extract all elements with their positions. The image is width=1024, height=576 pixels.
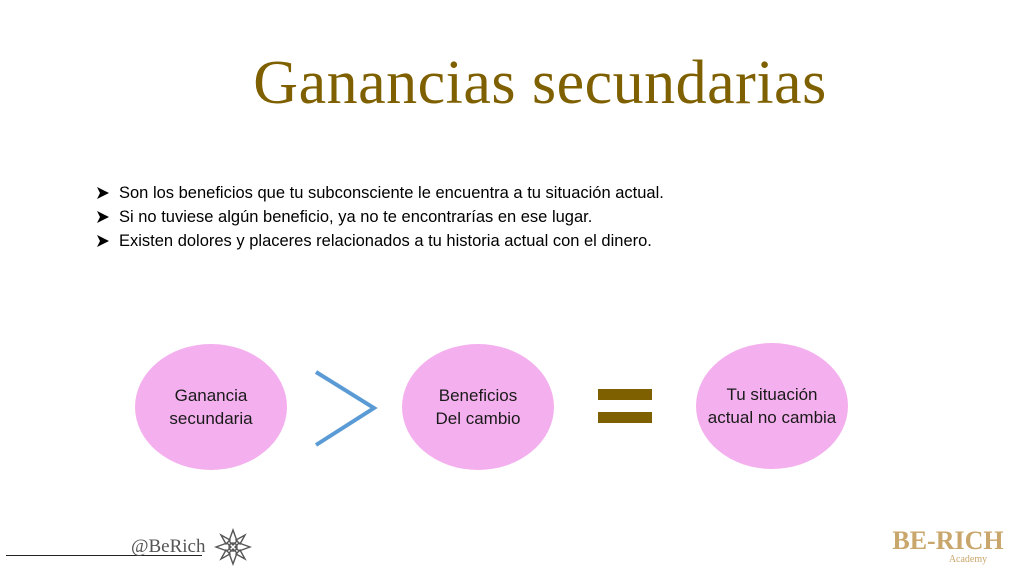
brand-name: BE-RICH	[892, 526, 1004, 555]
greater-than-icon	[312, 368, 380, 448]
oval-ganancia-secundaria	[135, 344, 287, 470]
bullet-text: Son los beneficios que tu subconsciente le encuentra a tu situación actual.	[119, 183, 664, 202]
social-handle: @BeRich	[131, 536, 206, 557]
oval-label-line: secundaria	[169, 409, 253, 428]
oval-beneficios-del-cambio	[402, 344, 554, 470]
bullet-text: Si no tuviese algún beneficio, ya no te encontrarías en ese lugar.	[119, 207, 593, 226]
equals-bar	[598, 389, 652, 400]
flower-icon	[214, 528, 252, 566]
arrowhead-bullet-icon	[96, 210, 110, 224]
oval-label-line: actual no cambia	[707, 408, 837, 427]
oval-label-line: Ganancia	[174, 386, 248, 405]
oval-label-line: Del cambio	[435, 409, 521, 428]
equals-icon	[598, 389, 652, 423]
bullet-item	[96, 181, 664, 205]
bullet-item	[96, 229, 664, 253]
oval-tu-situacion	[696, 343, 848, 469]
arrowhead-bullet-icon	[96, 186, 110, 200]
bullet-text: Existen dolores y placeres relacionados a tu historia actual con el dinero.	[119, 231, 652, 250]
bullet-item	[96, 205, 664, 229]
oval-label-line: Tu situación	[726, 385, 818, 404]
oval-label-line: Beneficios	[438, 386, 518, 405]
arrowhead-bullet-icon	[96, 234, 110, 248]
equals-bar	[598, 412, 652, 423]
bullet-list	[96, 181, 664, 253]
brand-logo	[888, 527, 1008, 565]
slide-title: Ganancias secundarias	[253, 49, 827, 117]
brand-subtitle: Academy	[948, 554, 988, 565]
